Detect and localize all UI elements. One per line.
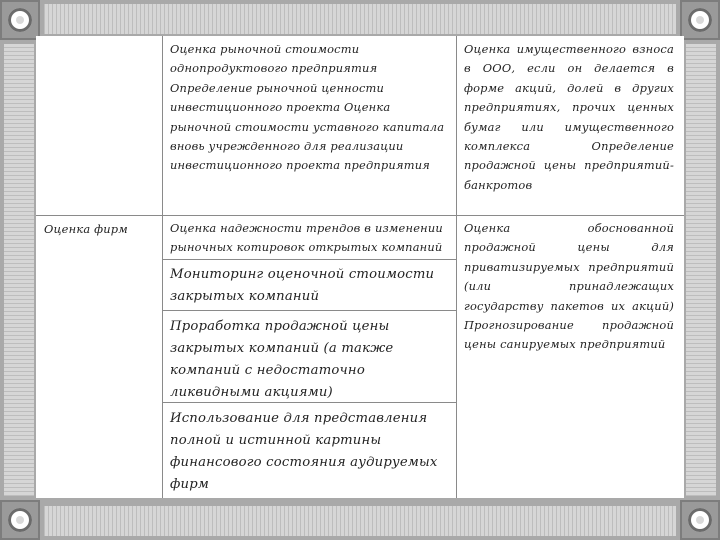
frame-left <box>4 44 34 496</box>
corner-ornament-top-right <box>680 0 720 40</box>
row2-middle-item-3: Проработка продажной цены закрытых компаний (а также компаний с недостаточно ликвидными акциями) <box>170 319 394 400</box>
row2-middle-item-4: Использование для представления полной и истинной картины финансового состояния аудируемых фирм <box>170 411 438 492</box>
middle-item-divider-2 <box>162 310 456 311</box>
frame-bottom <box>44 506 676 536</box>
row2-right-cell: Оценка обоснованной продажной цены для приватизируемых предприятий (или принадлежащих государству пакетов их акций) Прогнозирование продажной цены санируемых предприятий <box>464 221 674 352</box>
corner-ornament-top-left <box>0 0 40 40</box>
table-row-divider <box>36 215 684 216</box>
row2-left-cell: Оценка фирм <box>44 222 128 236</box>
row1-middle-cell: Оценка рыночной стоимости однопродуктового предприятия Определение рыночной ценности инвестиционного проекта Оценка рыночной стоимости уставного капитала вновь учрежденного для реализации инвестиционного проекта предприятия <box>170 42 445 173</box>
corner-ornament-bottom-right <box>680 500 720 540</box>
row1-right-cell: Оценка имущественного взноса в ООО, если он делается в форме акций, долей в других предприятиях, прочих ценных бумаг или имущественного комплекса Определение продажной цены предприятий-банкротов <box>464 42 674 192</box>
slide <box>36 36 684 498</box>
table-divider-left <box>162 36 163 498</box>
table-divider-right <box>456 36 457 498</box>
row2-middle-item-2: Мониторинг оценочной стоимости закрытых компаний <box>170 267 435 304</box>
frame-right <box>686 44 716 496</box>
middle-item-divider-1 <box>162 259 456 260</box>
row2-middle-item-1: Оценка надежности трендов в изменении рыночных котировок открытых компаний <box>170 221 443 255</box>
frame-top <box>44 4 676 34</box>
corner-ornament-bottom-left <box>0 500 40 540</box>
